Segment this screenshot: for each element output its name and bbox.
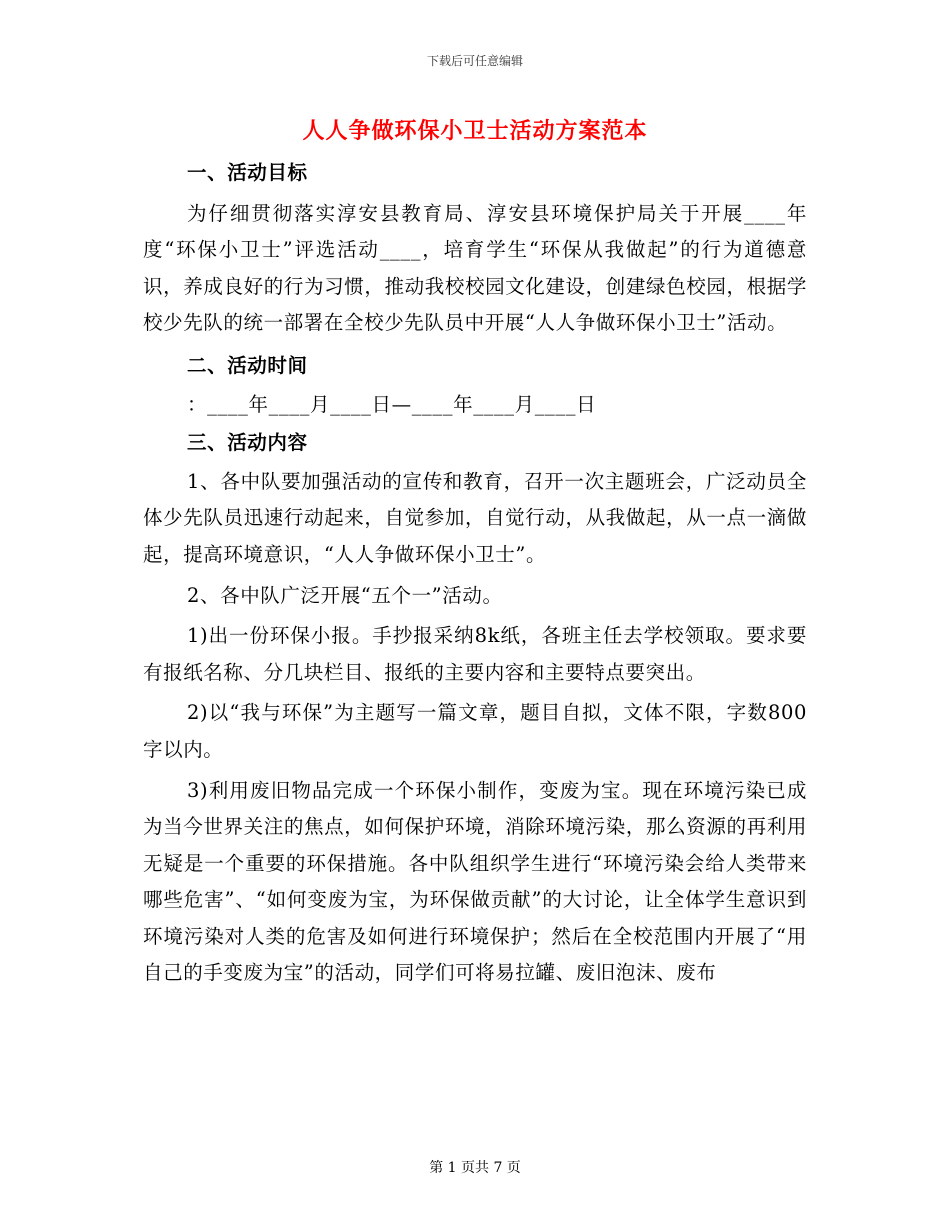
section-heading-time: 二、活动时间 bbox=[187, 353, 308, 377]
paragraph-item-1: 1、各中队要加强活动的宣传和教育，召开一次主题班会，广泛动员全体少先队员迅速行动起来，自觉参加，自觉行动，从我做起，从一点一滴做起，提高环境意识，“人人争做环保小卫士”。 bbox=[143, 469, 807, 566]
paragraph-time: ：____年____月____日—____年____月____日 bbox=[187, 392, 597, 416]
paragraph-item-2-2: 2)以“我与环保”为主题写一篇文章，题目自拟，文体不限，字数800字以内。 bbox=[143, 701, 807, 761]
page-footer: 第 1 页共 7 页 bbox=[429, 1160, 521, 1176]
header-note: 下载后可任意编辑 bbox=[426, 54, 523, 68]
paragraph-item-2-3: 3)利用废旧物品完成一个环保小制作，变废为宝。现在环境污染已成为当今世界关注的焦点，如何保护环境，消除环境污染，那么资源的再利用无疑是一个重要的环保措施。各中队组织学生进行“环境污染会给人类带来哪些危害”、“如何变废为宝，为环保做贡献”的大讨论，让全体学生意识到环境污染对人类的危害及如何进行环境保护；然后在全校范围内开展了“用自己的手变废为宝”的活动，同学们可将易拉罐、废旧泡沫、废布 bbox=[143, 778, 807, 985]
paragraph-item-2-1: 1)出一份环保小报。手抄报采纳8k纸，各班主任去学校领取。要求要有报纸名称、分几块栏目、报纸的主要内容和主要特点要突出。 bbox=[143, 624, 807, 684]
paragraph-item-2: 2、各中队广泛开展“五个一”活动。 bbox=[187, 583, 503, 607]
section-heading-goal: 一、活动目标 bbox=[187, 161, 308, 184]
document-title: 人人争做环保小卫士活动方案范本 bbox=[302, 118, 648, 144]
section-heading-content: 三、活动内容 bbox=[187, 431, 308, 455]
document-body bbox=[143, 155, 807, 992]
paragraph-goal: 为仔细贯彻落实淳安县教育局、淳安县环境保护局关于开展____年度“环保小卫士”评选活动____，培育学生“环保从我做起”的行为道德意识，养成良好的行为习惯，推动我校校园文化建设，创建绿色校园，根据学校少先队的统一部署在全校少先队员中开展“人人争做环保小卫士”活动。 bbox=[143, 201, 807, 335]
